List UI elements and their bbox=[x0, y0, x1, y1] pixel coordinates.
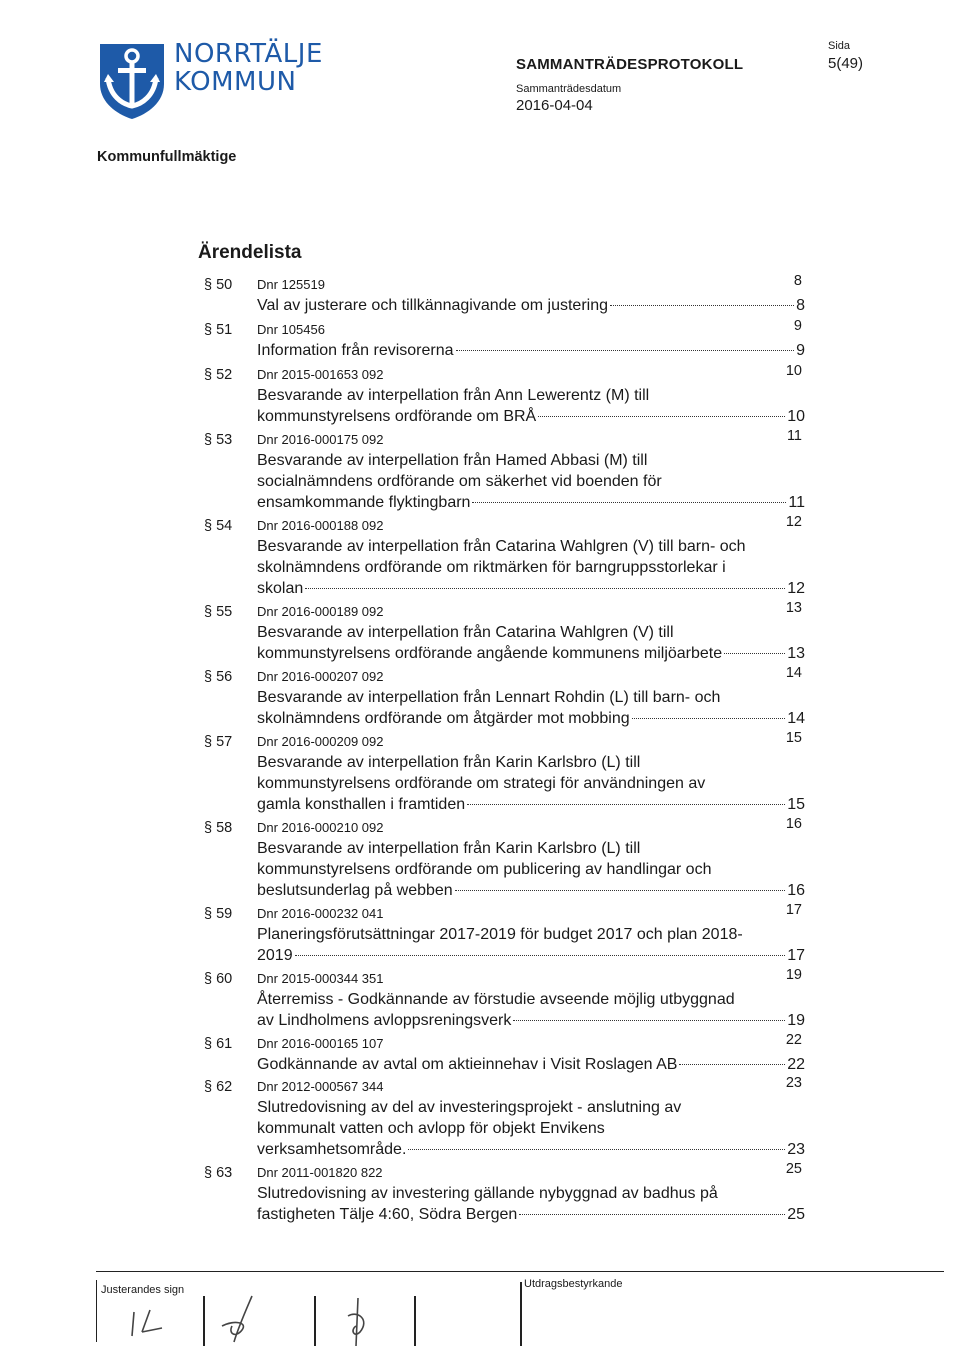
dot-leader bbox=[408, 1149, 785, 1150]
page-reference: 17 bbox=[785, 902, 802, 918]
description-line: kommunalt vatten och avlopp för objekt Envikens bbox=[257, 1120, 605, 1137]
description-line: Besvarande av interpellation från Ann Lewerentz (M) till bbox=[257, 387, 650, 404]
leader-page-number: 9 bbox=[796, 342, 805, 359]
toc-entry-line bbox=[257, 643, 805, 664]
org-name-line2: KOMMUN bbox=[174, 67, 297, 97]
toc-entry-line bbox=[257, 880, 805, 901]
page-label: Sida bbox=[828, 40, 851, 52]
leader-page-number: 14 bbox=[787, 710, 805, 727]
protocol-title: SAMMANTRÄDESPROTOKOLL bbox=[516, 56, 744, 73]
page-number: 5(49) bbox=[828, 55, 864, 72]
section-number: § 50 bbox=[204, 277, 233, 293]
toc-entry-line bbox=[257, 406, 805, 427]
item-description bbox=[257, 622, 805, 664]
toc-entry-line bbox=[257, 295, 805, 316]
section-number: § 51 bbox=[204, 322, 233, 338]
description-line: Återremiss - Godkännande av förstudie avseende möjlig utbyggnad bbox=[257, 991, 735, 1008]
case-number: Dnr 2016-000207 092 bbox=[257, 669, 384, 684]
page-reference: 25 bbox=[785, 1161, 802, 1177]
description-line: Besvarande av interpellation från Hamed Abbasi (M) till bbox=[257, 452, 648, 469]
description-line: ensamkommande flyktingbarn bbox=[257, 494, 471, 511]
dot-leader bbox=[679, 1064, 785, 1065]
description-line: Besvarande av interpellation från Lennart Rohdin (L) till barn- och bbox=[257, 689, 721, 706]
dot-leader bbox=[610, 305, 794, 306]
section-number: § 56 bbox=[204, 669, 233, 685]
item-description bbox=[257, 687, 805, 729]
leader-page-number: 16 bbox=[787, 882, 805, 899]
description-line: kommunstyrelsens ordförande om strategi för användningen av bbox=[257, 775, 706, 792]
anchor-shield-icon bbox=[96, 38, 168, 120]
case-number: Dnr 2015-000344 351 bbox=[257, 971, 384, 986]
description-line: skolan bbox=[257, 580, 304, 597]
item-description bbox=[257, 340, 805, 361]
toc-entry-line bbox=[257, 492, 805, 513]
item-description bbox=[257, 295, 805, 316]
case-number: Dnr 125519 bbox=[257, 277, 325, 292]
page-reference: 23 bbox=[785, 1075, 802, 1091]
toc-entry-line bbox=[257, 1010, 805, 1031]
agenda-heading: Ärendelista bbox=[198, 242, 302, 263]
description-line: gamla konsthallen i framtiden bbox=[257, 796, 466, 813]
description-line: beslutsunderlag på webben bbox=[257, 882, 453, 899]
municipality-logo bbox=[96, 38, 323, 120]
section-number: § 57 bbox=[204, 734, 233, 750]
item-description bbox=[257, 1054, 805, 1075]
meeting-date: 2016-04-04 bbox=[516, 97, 593, 114]
item-description bbox=[257, 1097, 805, 1160]
description-line: Besvarande av interpellation från Catarina Wahlgren (V) till bbox=[257, 624, 674, 641]
description-line: Besvarande av interpellation från Karin Karlsbro (L) till bbox=[257, 754, 641, 771]
leader-page-number: 17 bbox=[787, 947, 805, 964]
description-line: kommunstyrelsens ordförande angående kommunens miljöarbete bbox=[257, 645, 723, 662]
description-line: Val av justerare och tillkännagivande om justering bbox=[257, 297, 609, 314]
item-description bbox=[257, 385, 805, 427]
description-line: Besvarande av interpellation från Catarina Wahlgren (V) till barn- och bbox=[257, 538, 746, 555]
description-line: Planeringsförutsättningar 2017-2019 för budget 2017 och plan 2018- bbox=[257, 926, 743, 943]
page-reference: 8 bbox=[793, 273, 802, 289]
description-line: skolnämndens ordförande om riktmärken för barngruppsstorlekar i bbox=[257, 559, 726, 576]
leader-page-number: 23 bbox=[787, 1141, 805, 1158]
page-reference: 13 bbox=[785, 600, 802, 616]
item-description bbox=[257, 838, 805, 901]
assembly-name: Kommunfullmäktige bbox=[97, 149, 237, 165]
description-line: Information från revisorerna bbox=[257, 342, 454, 359]
footer-rule-right bbox=[520, 1271, 944, 1272]
description-line: verksamhetsområde. bbox=[257, 1141, 407, 1158]
case-number: Dnr 2012-000567 344 bbox=[257, 1079, 384, 1094]
description-line: socialnämndens ordförande om säkerhet vid boenden för bbox=[257, 473, 662, 490]
description-line: Slutredovisning av investering gällande nybyggnad av badhus på bbox=[257, 1185, 718, 1202]
page-reference: 16 bbox=[785, 816, 802, 832]
case-number: Dnr 2015-001653 092 bbox=[257, 367, 384, 382]
description-line: kommunstyrelsens ordförande om BRÅ bbox=[257, 408, 537, 425]
leader-page-number: 11 bbox=[788, 494, 805, 511]
section-number: § 60 bbox=[204, 971, 233, 987]
leader-page-number: 15 bbox=[787, 796, 805, 813]
section-number: § 61 bbox=[204, 1036, 233, 1052]
dot-leader bbox=[724, 653, 785, 654]
dot-leader bbox=[538, 416, 785, 417]
page-reference: 15 bbox=[785, 730, 802, 746]
toc-entry-line bbox=[257, 578, 805, 599]
page-reference: 10 bbox=[785, 363, 802, 379]
item-description bbox=[257, 752, 805, 815]
leader-page-number: 13 bbox=[787, 645, 805, 662]
section-number: § 62 bbox=[204, 1079, 233, 1095]
description-line: kommunstyrelsens ordförande om publicering av handlingar och bbox=[257, 861, 712, 878]
case-number: Dnr 2016-000165 107 bbox=[257, 1036, 384, 1051]
description-line: av Lindholmens avloppsreningsverk bbox=[257, 1012, 512, 1029]
description-line: skolnämndens ordförande om åtgärder mot mobbing bbox=[257, 710, 630, 727]
leader-page-number: 10 bbox=[787, 408, 805, 425]
toc-entry-line bbox=[257, 340, 805, 361]
dot-leader bbox=[456, 350, 795, 351]
case-number: Dnr 2016-000232 041 bbox=[257, 906, 384, 921]
description-line: fastigheten Tälje 4:60, Södra Bergen bbox=[257, 1206, 518, 1223]
page-reference: 12 bbox=[785, 514, 802, 530]
item-description bbox=[257, 989, 805, 1031]
section-number: § 52 bbox=[204, 367, 233, 383]
item-description bbox=[257, 924, 805, 966]
section-number: § 59 bbox=[204, 906, 233, 922]
case-number: Dnr 2016-000209 092 bbox=[257, 734, 384, 749]
handwritten-initials bbox=[110, 1290, 410, 1360]
toc-entry-line bbox=[257, 1139, 805, 1160]
footer-rule-left bbox=[96, 1271, 524, 1272]
case-number: Dnr 2016-000175 092 bbox=[257, 432, 384, 447]
case-number: Dnr 2016-000189 092 bbox=[257, 604, 384, 619]
section-number: § 63 bbox=[204, 1165, 233, 1181]
toc-entry-line bbox=[257, 708, 805, 729]
case-number: Dnr 2016-000188 092 bbox=[257, 518, 384, 533]
toc-entry-line bbox=[257, 945, 805, 966]
toc-entry-line bbox=[257, 1204, 805, 1225]
meeting-date-label: Sammanträdesdatum bbox=[516, 83, 622, 95]
dot-leader bbox=[295, 955, 786, 956]
dot-leader bbox=[472, 502, 786, 503]
item-description bbox=[257, 450, 805, 513]
section-number: § 58 bbox=[204, 820, 233, 836]
case-number: Dnr 2016-000210 092 bbox=[257, 820, 384, 835]
item-description bbox=[257, 536, 805, 599]
org-name-line1: NORRTÄLJE bbox=[174, 39, 323, 69]
dot-leader bbox=[513, 1020, 785, 1021]
signature-divider bbox=[414, 1296, 416, 1346]
description-line: 2019 bbox=[257, 947, 293, 964]
section-number: § 53 bbox=[204, 432, 233, 448]
toc-entry-line bbox=[257, 794, 805, 815]
description-line: Slutredovisning av del av investeringsprojekt - anslutning av bbox=[257, 1099, 682, 1116]
signature-divider bbox=[520, 1282, 522, 1346]
dot-leader bbox=[455, 890, 786, 891]
certification-label: Utdragsbestyrkande bbox=[524, 1278, 623, 1290]
page-reference: 19 bbox=[785, 967, 802, 983]
dot-leader bbox=[519, 1214, 785, 1215]
toc-entry-line bbox=[257, 1054, 805, 1075]
leader-page-number: 22 bbox=[787, 1056, 805, 1073]
case-number: Dnr 105456 bbox=[257, 322, 325, 337]
section-number: § 55 bbox=[204, 604, 233, 620]
description-line: Godkännande av avtal om aktieinnehav i Visit Roslagen AB bbox=[257, 1056, 678, 1073]
page-reference: 22 bbox=[785, 1032, 802, 1048]
case-number: Dnr 2011-001820 822 bbox=[257, 1165, 383, 1180]
dot-leader bbox=[632, 718, 786, 719]
description-line: Besvarande av interpellation från Karin Karlsbro (L) till bbox=[257, 840, 641, 857]
dot-leader bbox=[305, 588, 785, 589]
section-number: § 54 bbox=[204, 518, 233, 534]
page-reference: 11 bbox=[786, 428, 802, 444]
leader-page-number: 19 bbox=[787, 1012, 805, 1029]
leader-page-number: 8 bbox=[796, 297, 805, 314]
item-description bbox=[257, 1183, 805, 1225]
leader-page-number: 12 bbox=[787, 580, 805, 597]
page-reference: 14 bbox=[785, 665, 802, 681]
page-reference: 9 bbox=[793, 318, 802, 334]
signature-label: Justerandes sign bbox=[101, 1284, 185, 1296]
dot-leader bbox=[467, 804, 785, 805]
leader-page-number: 25 bbox=[787, 1206, 805, 1223]
